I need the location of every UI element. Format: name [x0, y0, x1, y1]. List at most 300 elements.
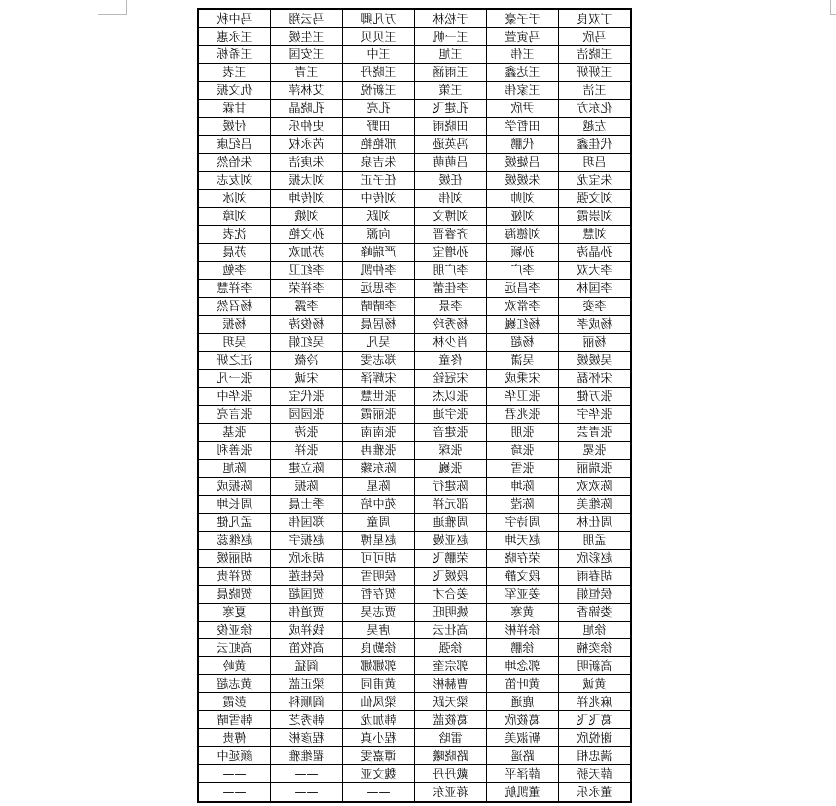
- table-cell: 葛筱蓝: [415, 711, 487, 729]
- mirrored-table-wrapper: [205, 8, 632, 803]
- table-cell: 张世慧: [343, 387, 415, 405]
- table-cell: 田晓雨: [415, 117, 487, 135]
- table-cell: 孙晶涛: [559, 243, 632, 261]
- table-row: [198, 513, 631, 531]
- table-row: [198, 279, 631, 297]
- table-cell: 黄岭: [198, 657, 271, 675]
- table-row: [198, 297, 631, 315]
- table-cell: 夏寒: [198, 603, 271, 621]
- table-cell: 艾林萍: [271, 81, 343, 99]
- table-cell: 肖少林: [415, 333, 487, 351]
- table-cell: 李祥慧: [198, 279, 271, 297]
- table-cell: 黄寒: [487, 603, 559, 621]
- table-cell: 杨召然: [198, 297, 271, 315]
- table-row: [198, 531, 631, 549]
- table-cell: 于子豪: [487, 9, 559, 28]
- table-cell: ——: [271, 765, 343, 783]
- table-cell: 李红卫: [271, 261, 343, 279]
- table-cell: 刘帅: [487, 189, 559, 207]
- table-cell: 高牧笛: [271, 639, 343, 657]
- table-cell: 姜合才: [415, 585, 487, 603]
- table-row: [198, 729, 631, 747]
- table-cell: 丁双良: [559, 9, 632, 28]
- table-cell: 陈维美: [559, 495, 632, 513]
- table-row: [198, 603, 631, 621]
- table-cell: 段文静: [487, 567, 559, 585]
- table-cell: 史仲乐: [271, 117, 343, 135]
- table-cell: 孟凡健: [198, 513, 271, 531]
- table-cell: 李祥荣: [271, 279, 343, 297]
- table-cell: 陈欢欢: [559, 477, 632, 495]
- table-cell: 周雅迪: [415, 513, 487, 531]
- table-cell: 王家伟: [487, 81, 559, 99]
- table-row: [198, 243, 631, 261]
- table-cell: 杨俊涛: [271, 315, 343, 333]
- crop-mark-left-vertical: [126, 0, 127, 15]
- table-cell: 刘太振: [271, 171, 343, 189]
- table-cell: 戴丹丹: [415, 765, 487, 783]
- table-row: [198, 9, 631, 28]
- table-cell: 赵振宇: [271, 531, 343, 549]
- table-cell: 王表: [198, 63, 271, 81]
- table-cell: 朱怡然: [198, 153, 271, 171]
- table-row: [198, 405, 631, 423]
- table-cell: 黄志超: [198, 675, 271, 693]
- table-row: [198, 549, 631, 567]
- table-row: [198, 387, 631, 405]
- table-cell: 翟维雅: [271, 747, 343, 765]
- table-cell: 陈振: [271, 477, 343, 495]
- table-cell: 芮永权: [271, 135, 343, 153]
- table-cell: 朱庚洁: [271, 153, 343, 171]
- table-cell: 刘伟: [415, 189, 487, 207]
- table-row: [198, 351, 631, 369]
- table-cell: 孔晓晶: [271, 99, 343, 117]
- table-cell: 李仲凯: [343, 261, 415, 279]
- table-cell: 黄甫同: [343, 675, 415, 693]
- table-cell: 张涛: [271, 423, 343, 441]
- crop-mark-right-vertical: [830, 0, 831, 15]
- table-cell: 王贝贝: [343, 28, 415, 46]
- table-cell: 赵天坤: [487, 531, 559, 549]
- table-cell: 鹿通: [487, 693, 559, 711]
- table-cell: 宋冠铨: [415, 369, 487, 387]
- table-cell: 王晓洁: [559, 46, 632, 64]
- table-cell: 贺国超: [271, 585, 343, 603]
- table-cell: 张南南: [343, 423, 415, 441]
- table-cell: 吴凡: [343, 333, 415, 351]
- table-cell: ——: [271, 783, 343, 802]
- table-cell: 张以杰: [415, 387, 487, 405]
- table-cell: 孙颖: [487, 243, 559, 261]
- table-cell: 代鹏: [487, 135, 559, 153]
- table-cell: 郭宗奎: [415, 657, 487, 675]
- table-cell: 荣鹏飞: [415, 549, 487, 567]
- table-cell: 朱宝龙: [559, 171, 632, 189]
- table-cell: 麻兆祥: [559, 693, 632, 711]
- table-row: [198, 207, 631, 225]
- table-cell: 于松林: [415, 9, 487, 28]
- table-cell: 阎猛: [271, 657, 343, 675]
- table-cell: 化东方: [559, 99, 632, 117]
- table-cell: 王晓丹: [343, 63, 415, 81]
- table-cell: 徐奕楠: [559, 639, 632, 657]
- table-cell: 杨振: [198, 315, 271, 333]
- table-cell: 孔建飞: [415, 99, 487, 117]
- table-cell: 张青芸: [559, 423, 632, 441]
- table-cell: 张言亮: [198, 405, 271, 423]
- table-cell: 唐昊: [343, 621, 415, 639]
- table-cell: 张善利: [198, 441, 271, 459]
- table-row: [198, 333, 631, 351]
- table-cell: 荣存晓: [487, 549, 559, 567]
- table-cell: 李露: [271, 297, 343, 315]
- table-row: [198, 153, 631, 171]
- table-cell: 孙增宝: [415, 243, 487, 261]
- table-row: [198, 28, 631, 46]
- table-cell: 薛天骄: [559, 765, 632, 783]
- table-row: [198, 747, 631, 765]
- table-cell: 张卫华: [487, 387, 559, 405]
- table-cell: 胡可可: [343, 549, 415, 567]
- table-cell: 任子正: [343, 171, 415, 189]
- table-cell: 薛泽平: [487, 765, 559, 783]
- table-cell: 宋怀磊: [559, 369, 632, 387]
- table-row: [198, 315, 631, 333]
- table-cell: 程彦彬: [271, 729, 343, 747]
- table-row: [198, 369, 631, 387]
- table-cell: 季士晨: [271, 495, 343, 513]
- table-cell: 张园园: [271, 405, 343, 423]
- table-cell: 张兆君: [487, 405, 559, 423]
- table-cell: 张华宇: [559, 405, 632, 423]
- table-cell: 陈旭: [198, 459, 271, 477]
- table-cell: 雷晗: [415, 729, 487, 747]
- table-cell: 杨丽: [559, 333, 632, 351]
- table-cell: 马中秋: [198, 9, 271, 28]
- crop-mark-right-horizontal: [831, 14, 836, 15]
- table-cell: 张巍: [415, 459, 487, 477]
- table-cell: 马寅萱: [487, 28, 559, 46]
- table-cell: 姜亚军: [487, 585, 559, 603]
- table-cell: 郑国伟: [271, 513, 343, 531]
- table-cell: 贾道伟: [271, 603, 343, 621]
- table-cell: 吕婕媛: [487, 153, 559, 171]
- table-cell: 胡永欣: [271, 549, 343, 567]
- table-cell: 谢悦欣: [559, 729, 632, 747]
- table-cell: 王妍妍: [559, 63, 632, 81]
- table-cell: 吴红娟: [271, 333, 343, 351]
- table-cell: 王希栎: [198, 46, 271, 64]
- table-cell: 汪之妍: [198, 351, 271, 369]
- table-row: [198, 585, 631, 603]
- table-cell: 张琦: [487, 441, 559, 459]
- table-row: [198, 711, 631, 729]
- table-cell: 侯明雪: [343, 567, 415, 585]
- table-cell: 胡春雨: [559, 567, 632, 585]
- table-cell: 陈滢: [487, 495, 559, 513]
- table-row: [198, 117, 631, 135]
- table-cell: 韩雪晴: [198, 711, 271, 729]
- table-cell: 张雅冉: [343, 441, 415, 459]
- table-cell: 张建音: [415, 423, 487, 441]
- table-cell: 阎顺科: [271, 693, 343, 711]
- table-cell: 高虹云: [198, 639, 271, 657]
- table-cell: 娄锦香: [559, 603, 632, 621]
- table-cell: 孟朋: [559, 531, 632, 549]
- table-row: [198, 81, 631, 99]
- table-cell: 王达鑫: [487, 63, 559, 81]
- table-cell: 张一凡: [198, 369, 271, 387]
- table-cell: 张基: [198, 423, 271, 441]
- table-row: [198, 765, 631, 783]
- table-cell: 吕纪康: [198, 135, 271, 153]
- table-cell: 王永惠: [198, 28, 271, 46]
- table-cell: 刘娅: [487, 207, 559, 225]
- table-row: [198, 477, 631, 495]
- table-cell: 彭霞: [198, 693, 271, 711]
- table-cell: 靳淑美: [487, 729, 559, 747]
- table-cell: 蒋亚东: [415, 783, 487, 802]
- table-cell: 代佳鑫: [559, 135, 632, 153]
- table-cell: 段媛飞: [415, 567, 487, 585]
- table-cell: 王一帆: [415, 28, 487, 46]
- table-cell: 梁凤仙: [343, 693, 415, 711]
- table-cell: 陈星: [343, 477, 415, 495]
- table-cell: 赵星博: [343, 531, 415, 549]
- table-cell: 刘友志: [198, 171, 271, 189]
- table-cell: 宋诚: [271, 369, 343, 387]
- table-row: [198, 441, 631, 459]
- table-row: [198, 567, 631, 585]
- table-row: [198, 657, 631, 675]
- table-row: [198, 99, 631, 117]
- table-row: [198, 783, 631, 802]
- table-cell: 李大双: [559, 261, 632, 279]
- table-cell: 苏晨: [198, 243, 271, 261]
- table-cell: 苏加欢: [271, 243, 343, 261]
- table-cell: ——: [343, 783, 415, 802]
- table-cell: 黄叶笛: [487, 675, 559, 693]
- table-cell: 冯英逊: [415, 135, 487, 153]
- table-cell: 冷薇: [271, 351, 343, 369]
- table-cell: 吕萌萌: [415, 153, 487, 171]
- table-cell: 刘跃: [343, 207, 415, 225]
- table-cell: 宋辉泽: [343, 369, 415, 387]
- table-cell: 马云翔: [271, 9, 343, 28]
- table-row: [198, 495, 631, 513]
- table-cell: 程小真: [343, 729, 415, 747]
- table-cell: 赵亚嫚: [415, 531, 487, 549]
- table-cell: 吴媛媛: [559, 351, 632, 369]
- table-cell: 杨红巍: [487, 315, 559, 333]
- table-row: [198, 639, 631, 657]
- table-cell: 王中: [343, 46, 415, 64]
- table-cell: 佟童: [415, 351, 487, 369]
- table-cell: 左越: [559, 117, 632, 135]
- table-cell: 徐旭: [559, 621, 632, 639]
- table-cell: 田野: [343, 117, 415, 135]
- table-cell: 贺祥贵: [198, 567, 271, 585]
- table-cell: 李国林: [559, 279, 632, 297]
- table-cell: 韩加龙: [343, 711, 415, 729]
- table-cell: 张华中: [198, 387, 271, 405]
- table-cell: 韩秀芝: [271, 711, 343, 729]
- table-cell: 杨秀玲: [415, 315, 487, 333]
- table-cell: 刘慧: [559, 225, 632, 243]
- table-cell: 甘霖: [198, 99, 271, 117]
- table-cell: 钱祥成: [271, 621, 343, 639]
- table-cell: 苑中培: [343, 495, 415, 513]
- table-cell: 王伟: [487, 46, 559, 64]
- table-row: [198, 63, 631, 81]
- table-cell: 张代宝: [271, 387, 343, 405]
- table-cell: 陈立建: [271, 459, 343, 477]
- table-cell: 陈建行: [415, 477, 487, 495]
- table-cell: 郑志雯: [343, 351, 415, 369]
- table-cell: 宋秉成: [487, 369, 559, 387]
- name-roster-table: [197, 8, 632, 803]
- table-row: [198, 135, 631, 153]
- table-cell: 王安国: [271, 46, 343, 64]
- table-cell: 吴潇: [487, 351, 559, 369]
- table-cell: 黄诚: [559, 675, 632, 693]
- table-cell: 张瑞丽: [559, 459, 632, 477]
- table-cell: 张雪: [487, 459, 559, 477]
- table-cell: 侯桂莲: [271, 567, 343, 585]
- table-cell: 王新悦: [343, 81, 415, 99]
- table-cell: 李广: [487, 261, 559, 279]
- table-cell: 董凯航: [487, 783, 559, 802]
- table-cell: 刘文强: [559, 189, 632, 207]
- table-cell: 高壮云: [415, 621, 487, 639]
- table-cell: 郭念坤: [487, 657, 559, 675]
- table-cell: 邢艳艳: [343, 135, 415, 153]
- table-cell: 向源: [343, 225, 415, 243]
- table-cell: 张丽霞: [343, 405, 415, 423]
- table-cell: 张朋: [487, 423, 559, 441]
- table-cell: 贾志昊: [343, 603, 415, 621]
- table-cell: 付媛: [198, 117, 271, 135]
- table-row: [198, 225, 631, 243]
- table-cell: 陈坤: [487, 477, 559, 495]
- table-cell: ——: [198, 783, 271, 802]
- table-cell: 侯恒娟: [559, 585, 632, 603]
- table-cell: 徐强: [415, 639, 487, 657]
- table-cell: 刘博文: [415, 207, 487, 225]
- table-cell: 赵彩欣: [559, 549, 632, 567]
- table-cell: ——: [198, 765, 271, 783]
- table-cell: 胡丽媛: [198, 549, 271, 567]
- table-cell: 郭娜娜: [343, 657, 415, 675]
- table-cell: 陈振成: [198, 477, 271, 495]
- table-cell: 曹赫彬: [415, 675, 487, 693]
- table-cell: 刘崇霞: [559, 207, 632, 225]
- table-cell: 路晓曦: [415, 747, 487, 765]
- table-cell: 吴玥: [198, 333, 271, 351]
- table-cell: 路遥: [487, 747, 559, 765]
- table-cell: 孔亮: [343, 99, 415, 117]
- table-cell: 刘冰: [198, 189, 271, 207]
- table-cell: 满忠相: [559, 747, 632, 765]
- table-cell: 李昌远: [487, 279, 559, 297]
- table-cell: 齐睿晋: [415, 225, 487, 243]
- table-cell: 李佳蕾: [415, 279, 487, 297]
- table-row: [198, 675, 631, 693]
- table-cell: 李思远: [343, 279, 415, 297]
- table-row: [198, 423, 631, 441]
- table-cell: 徐祥彬: [487, 621, 559, 639]
- table-cell: 王策: [415, 81, 487, 99]
- table-cell: 杨居晨: [343, 315, 415, 333]
- table-cell: 周诗宇: [487, 513, 559, 531]
- table-row: [198, 621, 631, 639]
- table-row: [198, 693, 631, 711]
- table-cell: 赵继蕊: [198, 531, 271, 549]
- table-cell: 周仕林: [559, 513, 632, 531]
- table-cell: 张万健: [559, 387, 632, 405]
- table-cell: 刘德海: [487, 225, 559, 243]
- table-cell: 谭嘉雯: [343, 747, 415, 765]
- table-cell: 沈表: [198, 225, 271, 243]
- table-cell: 张祥: [271, 441, 343, 459]
- table-cell: 邵元祥: [415, 495, 487, 513]
- table-cell: 张宇迪: [415, 405, 487, 423]
- table-cell: 王青: [271, 63, 343, 81]
- table-row: [198, 459, 631, 477]
- table-cell: 梁正蓝: [271, 675, 343, 693]
- table-cell: 陈东臻: [343, 459, 415, 477]
- table-cell: 徐勤良: [343, 639, 415, 657]
- table-cell: 梁天跃: [415, 693, 487, 711]
- table-cell: 李晴晴: [343, 297, 415, 315]
- table-cell: 李景: [415, 297, 487, 315]
- table-cell: 杨超: [487, 333, 559, 351]
- table-row: [198, 189, 631, 207]
- table-cell: 姚明旺: [415, 603, 487, 621]
- table-cell: 徐鹏: [487, 639, 559, 657]
- table-cell: 李勉: [198, 261, 271, 279]
- table-cell: 葛飞飞: [559, 711, 632, 729]
- table-cell: 贺存哲: [343, 585, 415, 603]
- table-cell: 马欣: [559, 28, 632, 46]
- table-cell: 王生媛: [271, 28, 343, 46]
- table-cell: 万凡卿: [343, 9, 415, 28]
- table-cell: 高新明: [559, 657, 632, 675]
- table-cell: 王雨涵: [415, 63, 487, 81]
- table-cell: 徐亚俊: [198, 621, 271, 639]
- table-cell: 李娈: [559, 297, 632, 315]
- table-cell: 李常欢: [487, 297, 559, 315]
- table-cell: 孙文艳: [271, 225, 343, 243]
- table-cell: 颜延中: [198, 747, 271, 765]
- table-cell: 刘传坤: [271, 189, 343, 207]
- crop-mark-left-horizontal: [98, 14, 126, 15]
- table-cell: 刘娥: [271, 207, 343, 225]
- table-cell: 严瑞峰: [343, 243, 415, 261]
- table-cell: 王旭: [415, 46, 487, 64]
- table-cell: 贺晓晨: [198, 585, 271, 603]
- table-row: [198, 261, 631, 279]
- table-row: [198, 46, 631, 64]
- table-cell: 朱媛媛: [487, 171, 559, 189]
- table-cell: 周童: [343, 513, 415, 531]
- table-cell: 周长坤: [198, 495, 271, 513]
- table-cell: 仇文振: [198, 81, 271, 99]
- table-cell: 张冕: [559, 441, 632, 459]
- table-cell: 刘传中: [343, 189, 415, 207]
- table-cell: 王洁: [559, 81, 632, 99]
